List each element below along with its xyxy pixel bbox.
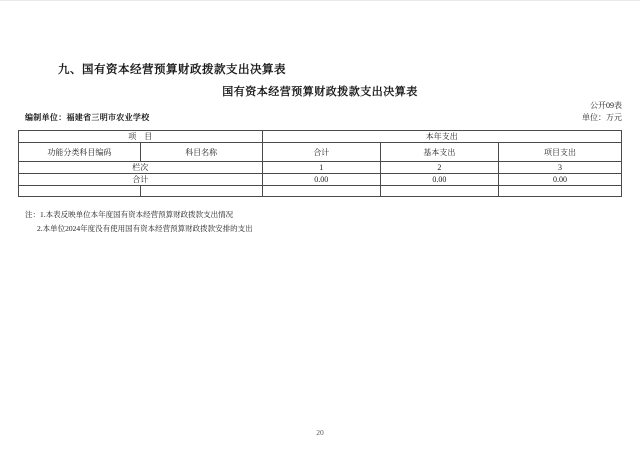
header-function-code: 功能分类科目编码 [19,143,141,162]
header-item-group: 项 目 [19,131,263,143]
table-row-column-headers [19,143,622,162]
table-row-total [19,174,622,186]
table-row-group-header [19,131,622,143]
empty-cell [19,186,141,197]
header-total: 合计 [262,143,380,162]
note-line-2: 2.本单位2024年度没有使用国有资本经营预算财政拨款安排的支出 [37,224,253,233]
total-value-total: 0.00 [262,174,380,186]
header-year-expense-group: 本年支出 [262,131,621,143]
lane-col-1: 1 [262,162,380,174]
empty-cell [262,186,380,197]
total-value-project: 0.00 [498,174,621,186]
header-basic-expense: 基本支出 [380,143,498,162]
section-title: 九、国有资本经营预算财政拨款支出决算表 [58,64,286,76]
table-row-empty [19,186,622,197]
form-code-label: 公开09表 [590,101,622,110]
expenditure-table [18,130,622,197]
page-number: 20 [316,428,324,437]
meta-row [25,112,622,123]
lane-col-3: 3 [498,162,621,174]
prepared-by-label: 编制单位：福建省三明市农业学校 [25,113,150,122]
notes-block [25,208,253,236]
note-line-1: 注：1.本表反映单位本年度国有资本经营预算财政拨款支出情况 [25,210,234,219]
empty-cell [498,186,621,197]
empty-cell [140,186,262,197]
header-subject-name: 科目名称 [140,143,262,162]
table-row-lane-numbers [19,162,622,174]
table-title: 国有资本经营预算财政拨款支出决算表 [222,86,418,98]
lane-col-2: 2 [380,162,498,174]
unit-label: 单位：万元 [582,113,622,122]
total-value-basic: 0.00 [380,174,498,186]
document-page [0,1,640,465]
lane-label: 栏次 [19,162,263,174]
empty-cell [380,186,498,197]
header-project-expense: 项目支出 [498,143,621,162]
total-label: 合计 [19,174,263,186]
